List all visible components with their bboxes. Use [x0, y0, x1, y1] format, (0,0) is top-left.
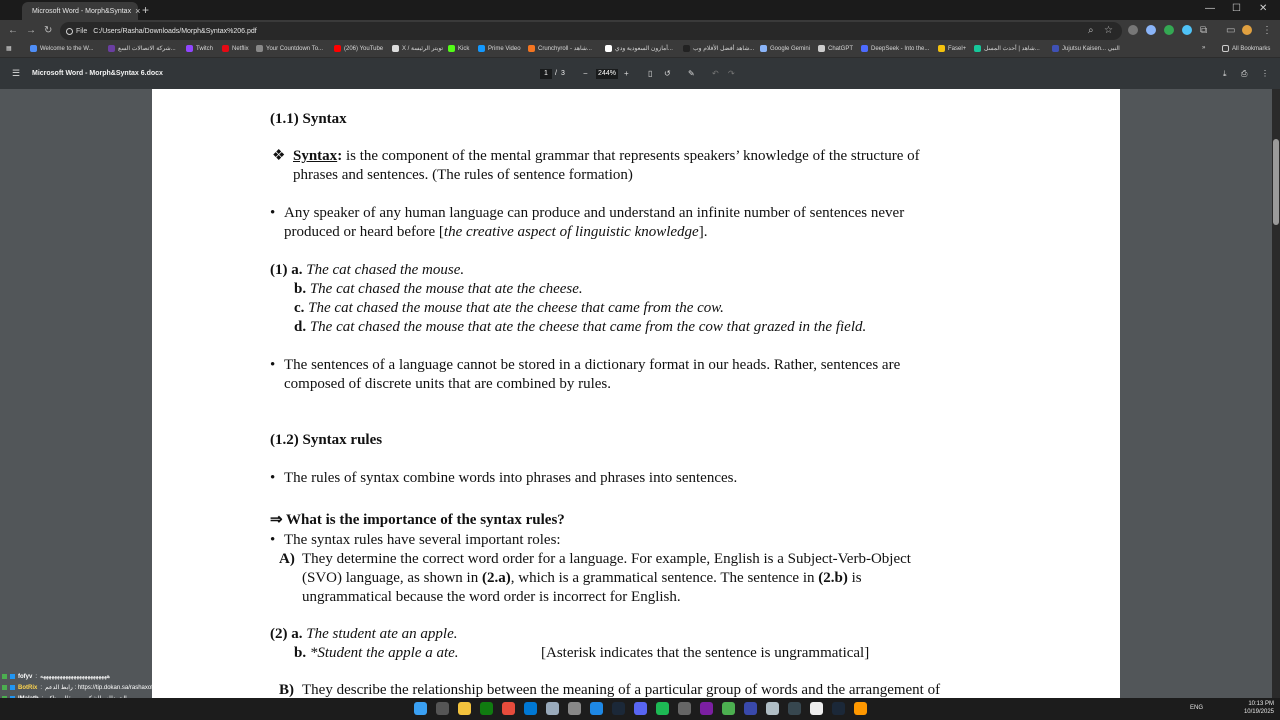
bookmarks-overflow-icon[interactable]: » [1202, 45, 1206, 51]
example-label: c. [294, 300, 305, 316]
menu-icon[interactable]: ⋮ [1262, 25, 1272, 36]
bookmark-star-icon[interactable]: ☆ [1104, 25, 1113, 36]
example-label: d. [294, 319, 307, 335]
bookmark-favicon-icon [974, 45, 981, 52]
pdf-viewer[interactable] [0, 89, 1280, 698]
paragraph-line: composed of discrete units that are combined by rules. [284, 376, 611, 392]
bookmark-favicon-icon [760, 45, 767, 52]
bookmark-favicon-icon [222, 45, 229, 52]
clock-time: 10:13 PM [1248, 701, 1274, 707]
paragraph-line: They determine the correct word order for a language. For example, English is a Subject-Verb-Object [302, 551, 911, 567]
bookmark-label: شاهد | أحدث المسل... [984, 46, 1040, 52]
bookmark-favicon-icon [605, 45, 612, 52]
app-icon[interactable] [810, 702, 823, 715]
bookmark-label: Fasel+ [948, 45, 967, 52]
close-window-icon[interactable]: ✕ [1259, 3, 1268, 14]
app-icon[interactable] [832, 702, 845, 715]
app-icon[interactable] [744, 702, 757, 715]
clock-date: 10/19/2025 [1243, 709, 1274, 715]
bookmark-item[interactable] [186, 45, 213, 52]
example-text: The student ate an apple. [302, 626, 458, 642]
chat-text: رابط الدعم : https://tip.dokan.sa/rashaxoffer [45, 685, 160, 691]
tab-strip [0, 0, 1280, 20]
chat-text: ههههههههههههههههههههههههه [40, 674, 111, 680]
bookmark-label: X / تويتر الرئيسة [402, 46, 444, 52]
browser-toolbar [0, 20, 1280, 42]
bookmark-label: شاهد أفضل الأفلام وب... [693, 46, 755, 52]
bookmark-favicon-icon [861, 45, 868, 52]
bold-span: (2.a) [481, 570, 511, 586]
forward-icon[interactable]: → [26, 25, 36, 36]
app-icon[interactable] [854, 702, 867, 715]
zoom-in-button[interactable]: + [624, 69, 629, 78]
chat-separator: : [35, 673, 38, 680]
zoom-input[interactable]: 244% [596, 69, 618, 79]
bookmark-favicon-icon [186, 45, 193, 52]
bookmark-favicon-icon [448, 45, 455, 52]
bookmark-favicon-icon [683, 45, 690, 52]
spotify-icon[interactable] [656, 702, 669, 715]
bookmark-item[interactable] [938, 45, 966, 52]
extension-icon[interactable] [1128, 25, 1138, 35]
bookmark-label: Google Gemini [770, 45, 811, 52]
text-span: ]. [698, 224, 708, 240]
profile-avatar[interactable] [1242, 25, 1252, 35]
paragraph-line: ungrammatical because the word order is incorrect for English. [302, 589, 681, 605]
pdf-toolbar [0, 58, 1280, 89]
bookmark-label: Netflix [232, 45, 249, 52]
bookmark-favicon-icon [938, 45, 945, 52]
address-bar[interactable] [60, 22, 1122, 40]
bookmark-label: Crunchyroll - شاهد... [538, 46, 592, 52]
bookmark-item[interactable] [448, 45, 469, 52]
bookmark-label: شركة الاتصالات السع... [118, 46, 176, 52]
paragraph-line: The rules of syntax combine words into phrases and phrases into sentences. [284, 470, 738, 486]
bookmark-label: Your Countdown To... [266, 45, 324, 52]
bookmark-item[interactable] [528, 45, 592, 52]
bookmark-item[interactable] [478, 45, 521, 52]
bullet-icon: • [270, 205, 276, 221]
paragraph-line [302, 569, 862, 588]
steam-icon[interactable] [612, 702, 625, 715]
rotate-icon[interactable]: ↺ [664, 69, 671, 78]
bookmark-item[interactable] [605, 45, 673, 52]
extensions-puzzle-icon[interactable]: ⧉ [1200, 25, 1208, 36]
bookmark-label: (206) YouTube [344, 45, 384, 52]
bookmark-label: Prime Video [488, 45, 521, 52]
url-text[interactable]: C:/Users/Rasha/Downloads/Morph&Syntax%206.pdf [93, 27, 257, 35]
arrow-icon: ⇒ [270, 512, 283, 528]
app-icon[interactable] [546, 702, 559, 715]
example-item [294, 280, 583, 299]
example-item [270, 261, 464, 280]
apps-icon[interactable]: ▦ [6, 46, 12, 52]
example-note: [Asterisk indicates that the sentence is ungrammatical] [541, 645, 870, 661]
section-heading: (1.1) Syntax [270, 111, 347, 127]
question-text: What is the importance of the syntax rules? [282, 512, 565, 528]
app-icon[interactable] [568, 702, 581, 715]
sidepanel-icon[interactable]: ▭ [1226, 25, 1236, 36]
chrome-icon[interactable] [722, 702, 735, 715]
download-icon[interactable]: ⤓ [1223, 69, 1227, 78]
tab-close-icon[interactable]: × [135, 6, 141, 16]
example-text: The cat chased the mouse that ate the cheese that came from the cow that grazed in the field. [306, 319, 867, 335]
redo-icon[interactable]: ↷ [728, 69, 735, 78]
bookmark-item[interactable] [861, 45, 929, 52]
example-text: The cat chased the mouse that ate the cheese that came from the cow. [304, 300, 724, 316]
file-chip[interactable] [66, 28, 87, 35]
section-heading: (1.2) Syntax rules [270, 432, 383, 448]
chat-message [2, 684, 160, 691]
example-text: *Student the apple a ate. [306, 645, 459, 661]
back-icon[interactable]: ← [8, 25, 18, 36]
chat-username: fofyv [18, 673, 33, 680]
list-label: A) [279, 551, 295, 567]
bookmark-favicon-icon [108, 45, 115, 52]
pdf-doc-title: Microsoft Word - Morph&Syntax 6.docx [32, 70, 163, 77]
paragraph-line: Any speaker of any human language can produce and understand an infinite number of sentences never [284, 205, 905, 221]
undo-icon[interactable]: ↶ [712, 69, 719, 78]
scrollbar-thumb[interactable] [1273, 139, 1279, 225]
example-item [294, 299, 724, 318]
bookmark-favicon-icon [1052, 45, 1059, 52]
definition-line-2: phrases and sentences. (The rules of sentence formation) [293, 167, 633, 183]
minimize-icon[interactable]: — [1205, 3, 1215, 14]
bookmark-favicon-icon [528, 45, 535, 52]
extension-icon[interactable] [1146, 25, 1156, 35]
new-tab-button[interactable]: + [142, 3, 150, 17]
chat-separator: : [40, 684, 43, 691]
reload-icon[interactable]: ↻ [44, 25, 53, 36]
paragraph-line [284, 223, 707, 242]
question-heading [270, 511, 565, 530]
zoom-search-icon[interactable]: ⌕ [1088, 25, 1094, 36]
bookmark-label: Kick [458, 45, 470, 52]
bold-span: (2.b) [818, 570, 848, 586]
bullet-icon: • [270, 532, 276, 548]
text-span: , which is a grammatical sentence. The sentence in [510, 570, 819, 586]
bookmark-label: Twitch [196, 45, 214, 52]
bookmark-item[interactable] [334, 45, 383, 52]
pdf-page [152, 89, 1120, 698]
example-label: (1) a. [270, 262, 303, 278]
bookmark-item[interactable] [974, 45, 1040, 52]
bookmark-item[interactable] [1052, 45, 1120, 52]
definition-bullet-icon: ❖ [272, 148, 286, 164]
bookmark-label: أمازون السعودية ودي... [615, 46, 673, 52]
chat-message [2, 673, 110, 680]
text-span: (SVO) language, as shown in [302, 570, 482, 586]
tab-title: Microsoft Word - Morph&Syntax [32, 7, 132, 15]
bookmark-item[interactable] [818, 45, 853, 52]
text-span: is [847, 570, 862, 586]
maximize-icon[interactable]: ☐ [1232, 3, 1241, 14]
example-text: The cat chased the mouse that ate the cheese. [306, 281, 583, 297]
print-icon[interactable]: ⎙ [1241, 69, 1248, 78]
chat-username: BotRix [18, 684, 38, 691]
hamburger-menu-icon[interactable]: ☰ [12, 68, 21, 78]
bookmark-item[interactable] [222, 45, 249, 52]
bookmark-label: Welcome to the W... [40, 45, 94, 52]
bullet-icon: • [270, 357, 276, 373]
file-label: File [76, 27, 88, 35]
page-number-input[interactable]: 1 [540, 69, 552, 79]
paragraph-line: They describe the relationship between the meaning of a particular group of words and the arrangement of [302, 682, 941, 698]
paragraph-line: The sentences of a language cannot be stored in a dictionary format in our heads. Rather, sentences are [284, 357, 901, 373]
definition-colon: : [337, 148, 343, 164]
bookmark-item[interactable] [108, 45, 176, 52]
bookmark-item[interactable] [30, 45, 94, 52]
search-icon[interactable] [436, 702, 449, 715]
bookmarks-bar [0, 42, 1280, 58]
app-icon[interactable] [788, 702, 801, 715]
example-label: (2) a. [270, 626, 303, 642]
discord-icon[interactable] [634, 702, 647, 715]
start-icon[interactable] [414, 702, 427, 715]
example-text: The cat chased the mouse. [302, 262, 465, 278]
extension-icon[interactable] [1182, 25, 1192, 35]
example-label: b. [294, 281, 307, 297]
bookmark-favicon-icon [334, 45, 341, 52]
more-options-icon[interactable]: ⋮ [1261, 69, 1269, 78]
definition-line [293, 147, 920, 166]
bookmark-item[interactable] [683, 45, 754, 52]
file-explorer-icon[interactable] [458, 702, 471, 715]
xbox-icon[interactable] [480, 702, 493, 715]
bookmark-label: Jujutsu Kaisen... النبي [1062, 46, 1120, 52]
italic-span: the creative aspect of linguistic knowledge [443, 224, 699, 240]
all-bookmarks-label: All Bookmarks [1232, 45, 1271, 52]
bookmark-favicon-icon [478, 45, 485, 52]
bookmark-item[interactable] [392, 45, 443, 52]
store-icon[interactable] [524, 702, 537, 715]
info-icon [66, 28, 73, 35]
bookmark-favicon-icon [256, 45, 263, 52]
annotate-icon[interactable]: ✎ [688, 69, 695, 78]
example-item [270, 625, 457, 644]
chat-badge-icon [2, 674, 7, 679]
list-label: B) [279, 682, 294, 698]
bookmark-item[interactable] [760, 45, 810, 52]
app-icon[interactable] [502, 702, 515, 715]
clock[interactable] [1244, 700, 1274, 716]
edge-icon[interactable] [590, 702, 603, 715]
app-icon[interactable] [678, 702, 691, 715]
all-bookmarks[interactable] [1222, 45, 1270, 52]
browser-tab[interactable] [22, 2, 141, 20]
fit-page-icon[interactable]: ▯ [648, 69, 653, 78]
zoom-out-button[interactable]: − [583, 69, 588, 78]
input-language[interactable]: ENG [1190, 705, 1204, 711]
chat-badge-icon [10, 685, 15, 690]
folder-icon [1222, 45, 1229, 52]
chat-badge-icon [10, 674, 15, 679]
bookmark-favicon-icon [392, 45, 399, 52]
example-item [294, 644, 459, 663]
example-label: b. [294, 645, 307, 661]
bookmark-item[interactable] [256, 45, 323, 52]
windows-taskbar [0, 698, 1280, 720]
shield-extension-icon[interactable] [1164, 25, 1174, 35]
chat-badge-icon [2, 685, 7, 690]
page-separator: / [555, 70, 557, 77]
page-total: 3 [561, 70, 565, 77]
app-icon[interactable] [766, 702, 779, 715]
bookmark-favicon-icon [30, 45, 37, 52]
paragraph-line: The syntax rules have several important roles: [284, 532, 561, 548]
bookmark-favicon-icon [818, 45, 825, 52]
example-item [294, 318, 866, 337]
definition-text: is the component of the mental grammar that represents speakers’ knowledge of the structure of [342, 148, 920, 164]
bookmark-label: ChatGPT [828, 45, 854, 52]
definition-term: Syntax [293, 148, 338, 164]
bookmark-label: DeepSeek - Into the... [871, 45, 930, 52]
text-span: produced or heard before [ [284, 224, 444, 240]
app-icon[interactable] [700, 702, 713, 715]
bullet-icon: • [270, 470, 276, 486]
